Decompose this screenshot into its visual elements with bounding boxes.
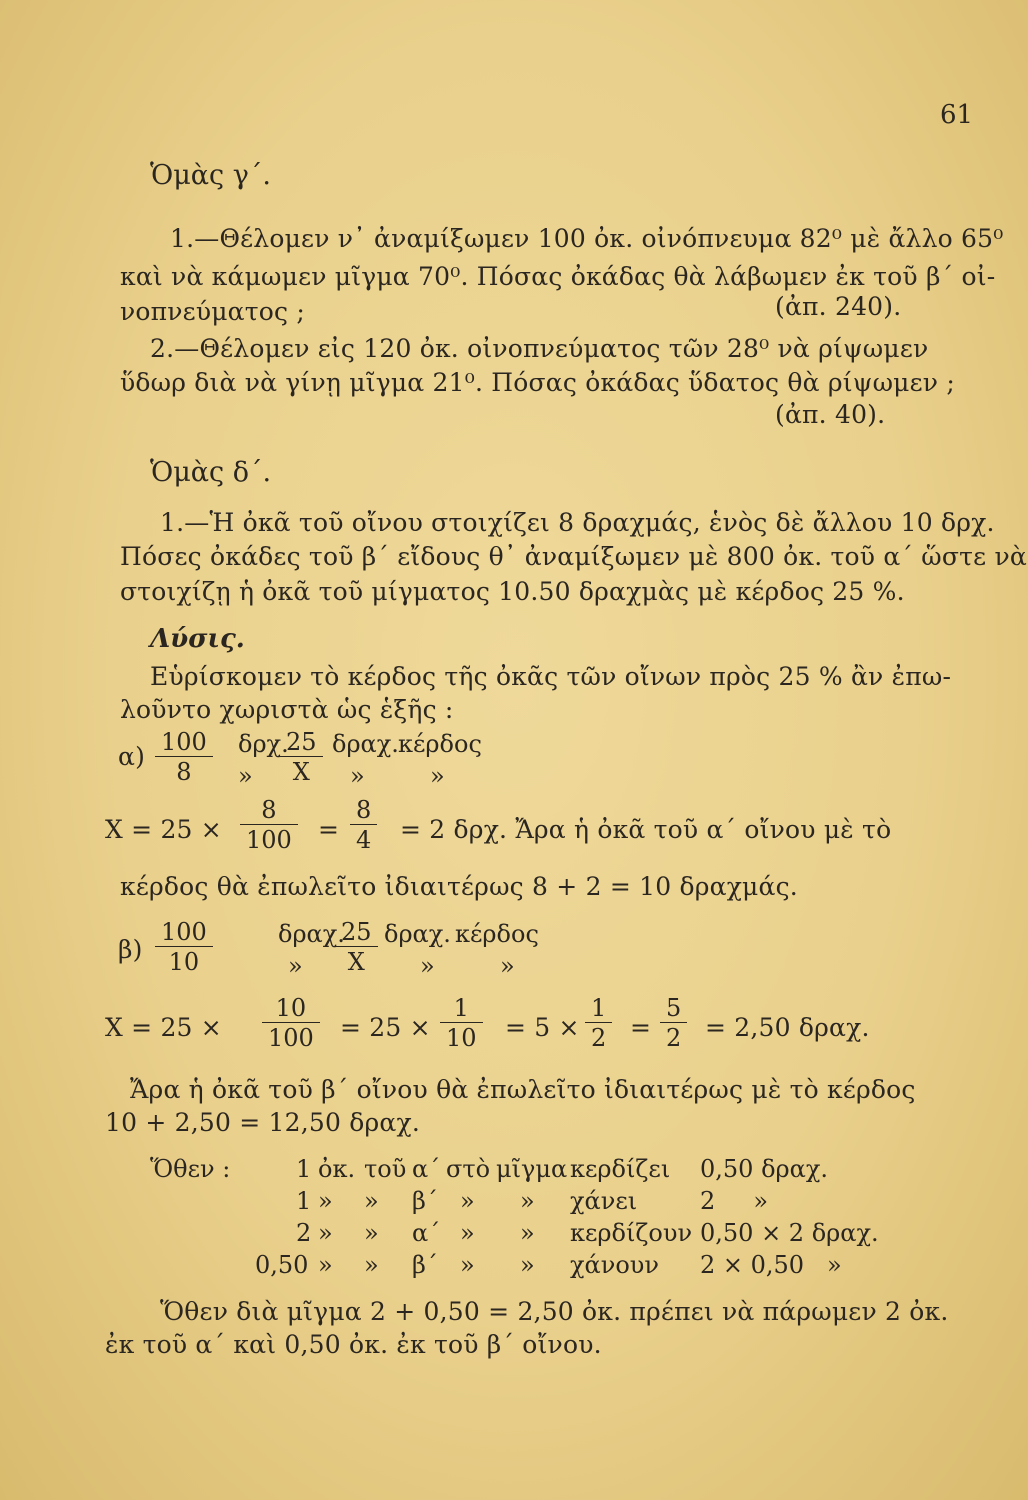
- case-b-conclusion-line-2: 10 + 2,50 = 12,50 δραχ.: [105, 1108, 421, 1137]
- row-3-amount: 0,50 × 2 δραχ.: [700, 1219, 879, 1247]
- row-4-unit: »: [318, 1251, 333, 1279]
- row-1-qty: 1: [296, 1155, 312, 1183]
- case-b-eq-frac-3-den: 2: [591, 1024, 607, 1052]
- case-b-unit-1-ditto: »: [288, 952, 303, 980]
- case-b-eq-end: = 2,50 δραχ.: [705, 1013, 870, 1042]
- case-a-eq-mid: =: [318, 815, 340, 844]
- case-a-ratio-1-num: 100: [155, 728, 213, 757]
- group-c-problem-1-line-3: νοπνεύματος ;: [120, 297, 306, 326]
- case-a-eq-end: = 2 δρχ. Ἄρα ἡ ὀκᾶ τοῦ α΄ οἴνου μὲ τὸ: [400, 815, 892, 844]
- case-a-ratio-2: [280, 728, 323, 787]
- case-b-unit-3: κέρδος: [455, 920, 539, 948]
- group-c-problem-2-line-1: 2.—Θέλομεν εἰς 120 ὀκ. οἰνοπνεύματος τῶν 28⁰ νὰ ρίψωμεν: [150, 334, 929, 363]
- row-2-qty: 1: [296, 1187, 312, 1215]
- row-1-amount: 0,50 δραχ.: [700, 1155, 829, 1183]
- case-a-eq-frac-2-den: 4: [356, 826, 372, 854]
- row-3-of: »: [364, 1219, 379, 1247]
- group-c-problem-1-answer: (ἀπ. 240).: [775, 292, 902, 321]
- case-b-eq-frac-2-den: 10: [446, 1024, 477, 1052]
- row-1-mix: μῖγμα: [496, 1155, 568, 1183]
- group-d-problem-1-line-3: στοιχίζῃ ἡ ὀκᾶ τοῦ μίγματος 10.50 δραχμὰς μὲ κέρδος 25 %.: [120, 577, 905, 606]
- case-a-conclusion: κέρδος θὰ ἐπωλεῖτο ἰδιαιτέρως 8 + 2 = 10 δραχμάς.: [120, 872, 798, 901]
- row-2-amount: 2 »: [700, 1187, 769, 1215]
- case-a-unit-2-ditto: »: [350, 762, 365, 790]
- case-b-eq-frac-4-den: 2: [666, 1024, 682, 1052]
- group-c-problem-1-line-1: 1.—Θέλομεν ν᾽ ἀναμίξωμεν 100 ὀκ. οἰνόπνευμα 82⁰ μὲ ἄλλο 65⁰: [170, 224, 1004, 253]
- row-3-wine: α΄: [412, 1219, 441, 1247]
- case-b-ratio-2: [335, 918, 378, 977]
- row-4-qty: 0,50: [255, 1251, 309, 1279]
- row-2-in: »: [460, 1187, 475, 1215]
- case-b-eq-2: = 25 ×: [340, 1013, 431, 1042]
- case-a-ratio-2-den: X: [292, 758, 310, 786]
- row-4-in: »: [460, 1251, 475, 1279]
- page-number: 61: [940, 100, 974, 130]
- case-b-label: β): [118, 935, 143, 964]
- row-3-verb: κερδίζουν: [570, 1219, 693, 1247]
- row-1-wine: α΄: [412, 1155, 441, 1183]
- case-a-ratio-2-num: 25: [280, 728, 323, 757]
- case-a-eq-frac-1-num: 8: [240, 796, 298, 825]
- case-a-unit-3: κέρδος: [398, 730, 482, 758]
- case-b-unit-2: δραχ.: [384, 920, 451, 948]
- row-2-unit: »: [318, 1187, 333, 1215]
- case-b-ratio-2-den: X: [347, 948, 365, 976]
- case-a-eq-frac-1-den: 100: [246, 826, 292, 854]
- case-b-eq-frac-1: [262, 994, 320, 1053]
- group-d-problem-1-line-2: Πόσες ὀκάδες τοῦ β΄ εἴδους θ᾽ ἀναμίξωμεν μὲ 800 ὀκ. τοῦ α΄ ὥστε νὰ: [120, 542, 1027, 571]
- case-b-unit-1: δραχ.: [278, 920, 345, 948]
- case-b-ratio-1-num: 100: [155, 918, 213, 947]
- row-4-amount: 2 × 0,50 »: [700, 1251, 842, 1279]
- row-2-mix: »: [520, 1187, 535, 1215]
- row-1-in: στὸ: [446, 1155, 491, 1183]
- final-line-2: ἐκ τοῦ α΄ καὶ 0,50 ὀκ. ἐκ τοῦ β΄ οἴνου.: [105, 1330, 602, 1359]
- case-b-eq-frac-3-num: 1: [585, 994, 612, 1023]
- case-a-eq-frac-2: [350, 796, 377, 855]
- case-b-ratio-1-den: 10: [168, 948, 200, 976]
- case-b-eq-frac-1-num: 10: [262, 994, 320, 1023]
- case-a-ratio-1-den: 8: [176, 758, 192, 786]
- solution-intro-line-1: Εὑρίσκομεν τὸ κέρδος τῆς ὀκᾶς τῶν οἴνων πρὸς 25 % ἂν ἐπω-: [150, 662, 952, 691]
- solution-title: Λύσις.: [150, 624, 245, 654]
- case-a-unit-3-ditto: »: [430, 762, 445, 790]
- case-b-ratio-2-num: 25: [335, 918, 378, 947]
- group-c-heading: Ὁμὰς γ΄.: [150, 160, 271, 191]
- case-b-unit-3-ditto: »: [500, 952, 515, 980]
- case-a-unit-1-ditto: »: [238, 762, 253, 790]
- case-b-eq-frac-2-num: 1: [440, 994, 483, 1023]
- case-b-eq-4: =: [630, 1013, 652, 1042]
- group-d-heading: Ὁμὰς δ΄.: [150, 457, 272, 488]
- solution-intro-line-2: λοῦντο χωριστὰ ὡς ἑξῆς :: [120, 695, 454, 724]
- group-c-problem-2-line-2: ὕδωρ διὰ νὰ γίνῃ μῖγμα 21⁰. Πόσας ὀκάδας ὕδατος θὰ ρίψωμεν ;: [120, 368, 955, 397]
- case-a-eq-frac-2-num: 8: [350, 796, 377, 825]
- case-b-eq-frac-4-num: 5: [660, 994, 687, 1023]
- row-4-mix: »: [520, 1251, 535, 1279]
- case-b-eq-frac-4: [660, 994, 687, 1053]
- row-3-in: »: [460, 1219, 475, 1247]
- table-lead: Ὅθεν :: [150, 1155, 231, 1183]
- case-b-eq-3: = 5 ×: [505, 1013, 580, 1042]
- case-b-eq-frac-2: [440, 994, 483, 1053]
- case-a-unit-1: δρχ.: [238, 730, 289, 758]
- case-b-eq-start: X = 25 ×: [105, 1013, 222, 1042]
- case-b-conclusion-line-1: Ἄρα ἡ ὀκᾶ τοῦ β΄ οἴνου θὰ ἐπωλεῖτο ἰδιαιτέρως μὲ τὸ κέρδος: [130, 1075, 916, 1104]
- case-a-ratio-1: [155, 728, 213, 787]
- group-c-problem-1-line-2: καὶ νὰ κάμωμεν μῖγμα 70⁰. Πόσας ὀκάδας θὰ λάβωμεν ἐκ τοῦ β΄ οἰ-: [120, 262, 996, 291]
- row-4-of: »: [364, 1251, 379, 1279]
- case-b-eq-frac-3: [585, 994, 612, 1053]
- row-1-of: τοῦ: [364, 1155, 407, 1183]
- group-d-problem-1-line-1: 1.—Ἡ ὀκᾶ τοῦ οἴνου στοιχίζει 8 δραχμάς, ἑνὸς δὲ ἄλλου 10 δρχ.: [160, 508, 995, 537]
- row-2-verb: χάνει: [570, 1187, 638, 1215]
- final-line-1: Ὅθεν διὰ μῖγμα 2 + 0,50 = 2,50 ὀκ. πρέπει νὰ πάρωμεν 2 ὀκ.: [160, 1297, 949, 1326]
- row-2-of: »: [364, 1187, 379, 1215]
- row-4-verb: χάνουν: [570, 1251, 659, 1279]
- row-3-unit: »: [318, 1219, 333, 1247]
- row-2-wine: β΄: [412, 1187, 438, 1215]
- row-3-mix: »: [520, 1219, 535, 1247]
- row-1-unit: ὀκ.: [318, 1155, 356, 1183]
- case-b-eq-frac-1-den: 100: [268, 1024, 314, 1052]
- row-4-wine: β΄: [412, 1251, 438, 1279]
- case-a-label: α): [118, 742, 146, 771]
- row-3-qty: 2: [296, 1219, 312, 1247]
- case-a-eq-start: X = 25 ×: [105, 815, 222, 844]
- case-a-eq-frac-1: [240, 796, 298, 855]
- row-1-verb: κερδίζει: [570, 1155, 671, 1183]
- case-b-unit-2-ditto: »: [420, 952, 435, 980]
- case-a-unit-2: δραχ.: [332, 730, 399, 758]
- case-b-ratio-1: [155, 918, 213, 977]
- group-c-problem-2-answer: (ἀπ. 40).: [775, 400, 886, 429]
